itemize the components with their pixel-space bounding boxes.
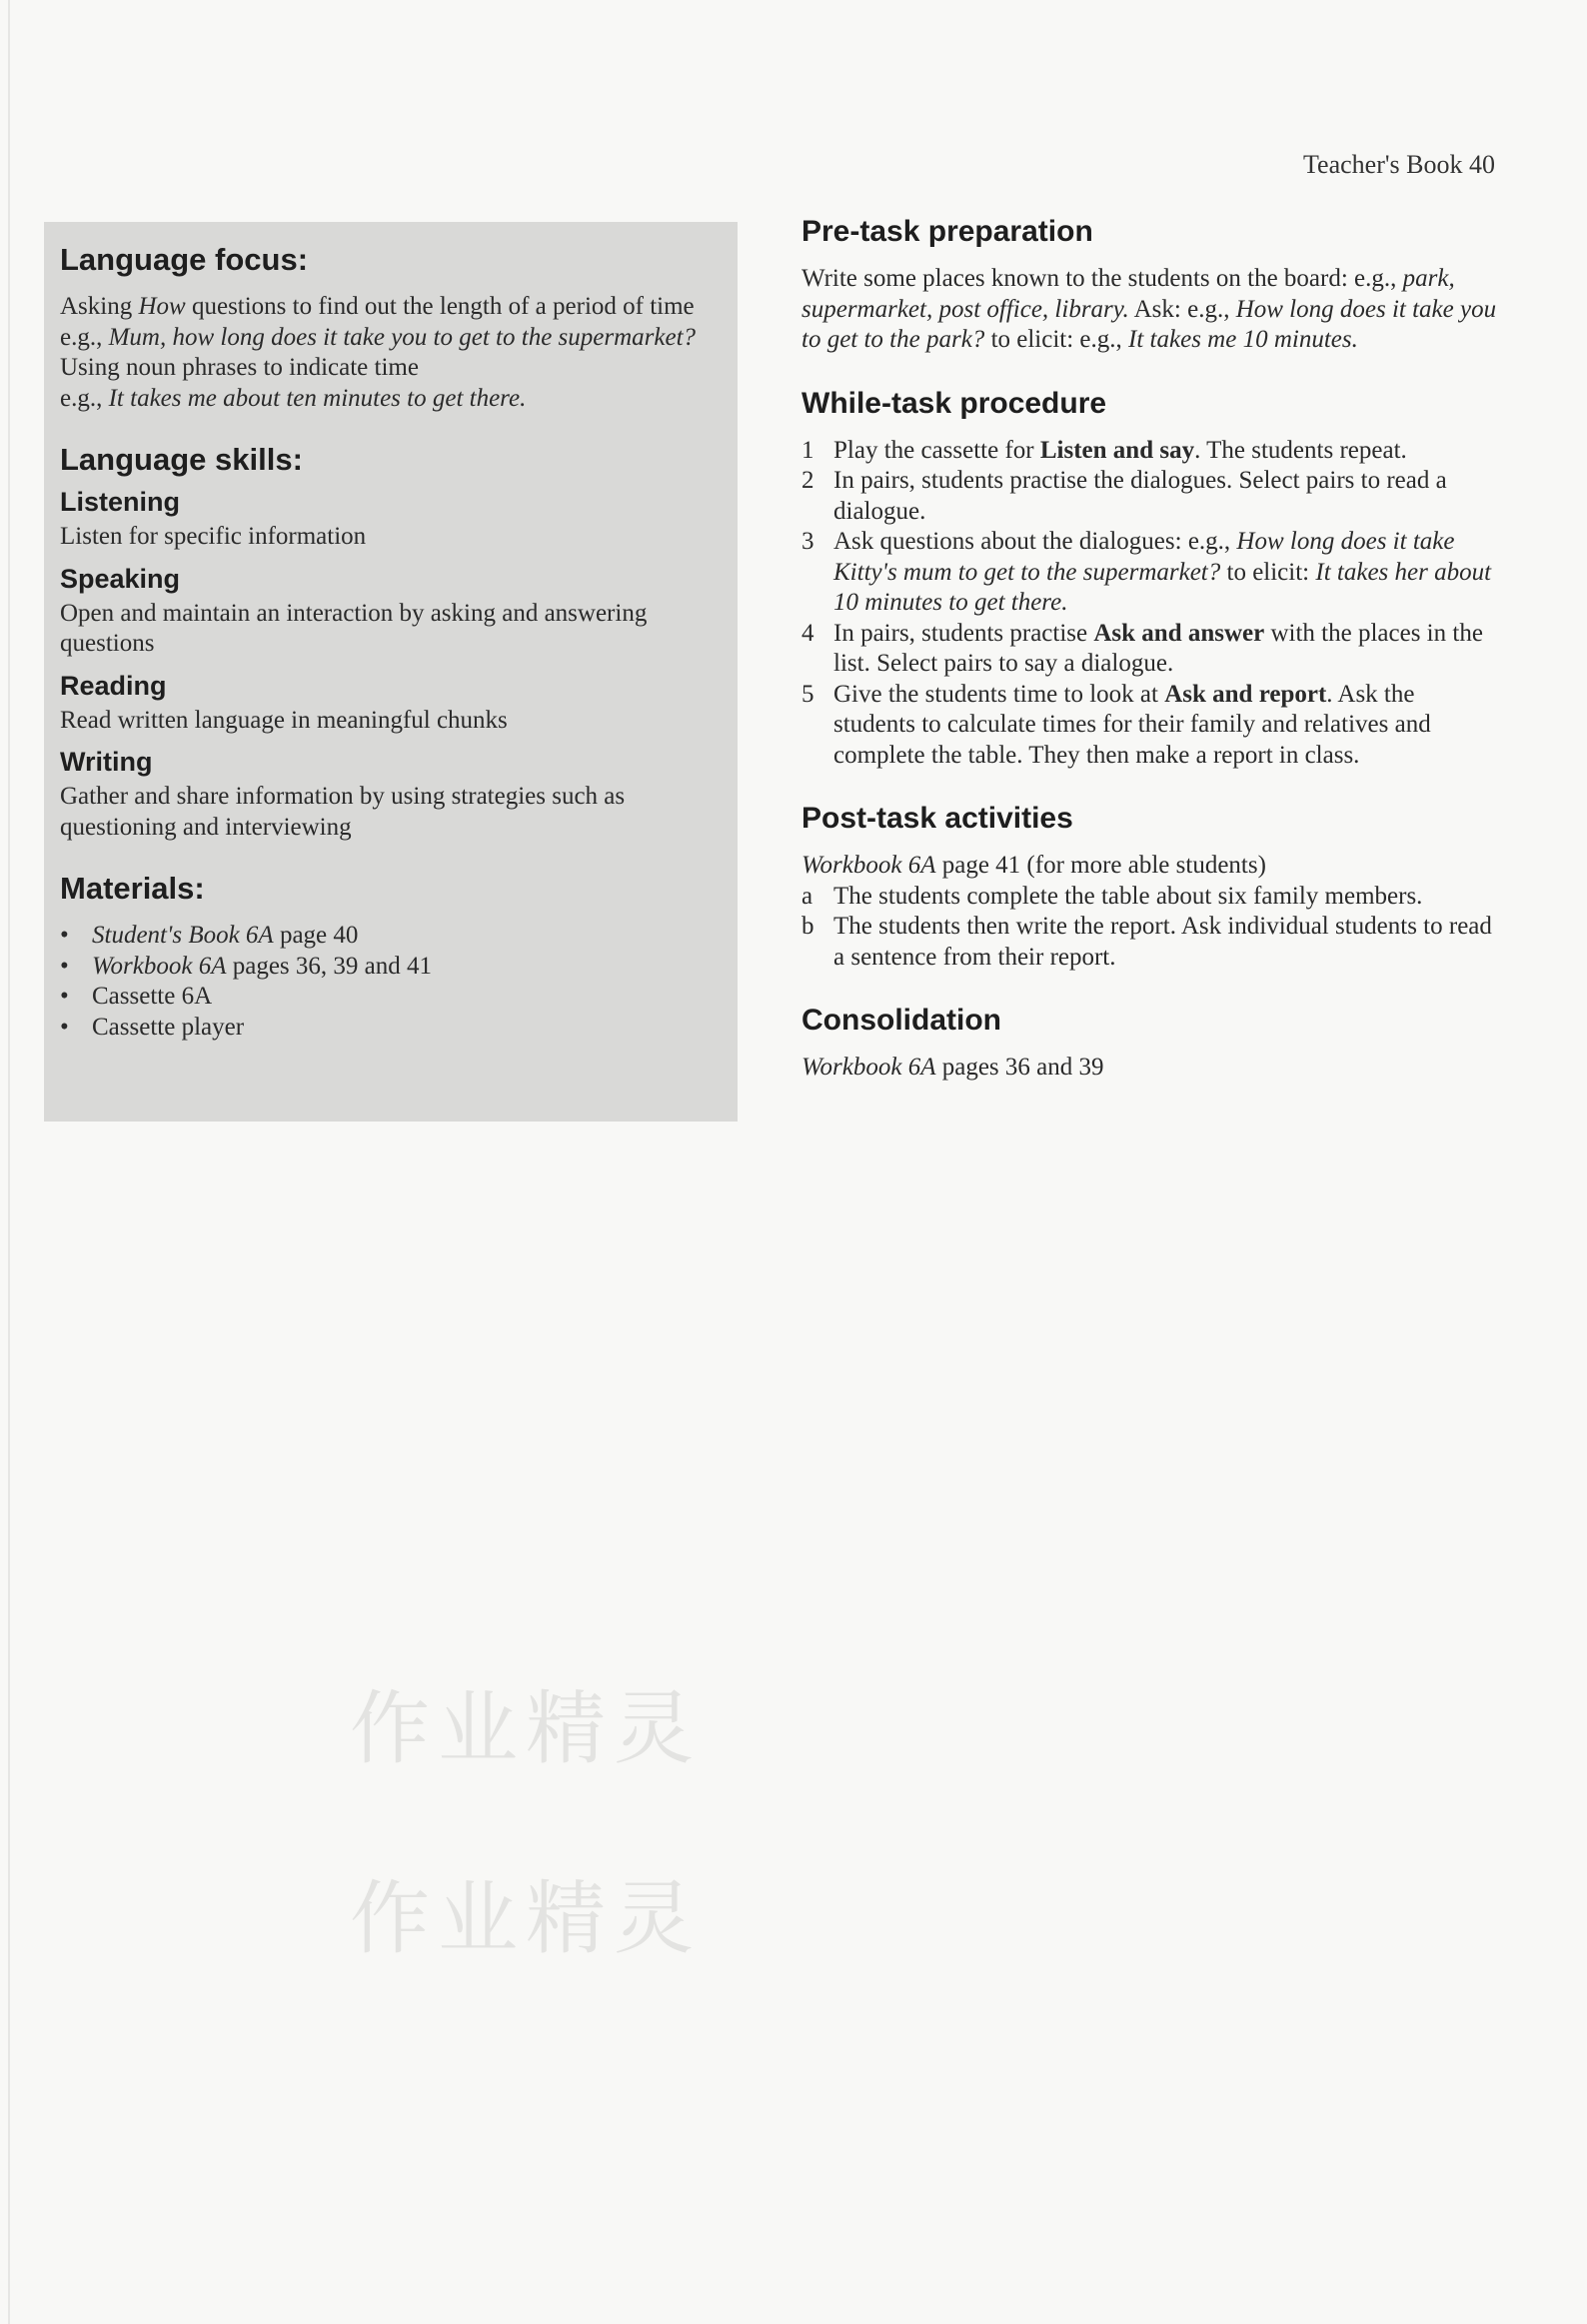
language-focus-example1 [60, 323, 722, 354]
language-focus-example2 [60, 384, 722, 415]
language-skills-heading: Language skills: [60, 442, 303, 477]
list-item [801, 680, 1501, 772]
text: to elicit: [1220, 558, 1316, 586]
text: with the places in the list. Select pairs to say a dialogue. [833, 619, 1483, 677]
step-number: 1 [801, 436, 814, 464]
text: to elicit: e.g., [984, 326, 1129, 353]
text-em: It takes her about 10 minutes to get there. [833, 558, 1492, 616]
text: Play the cassette for [833, 436, 1040, 464]
text: questions to find out the length of a period of time [185, 293, 695, 320]
speaking-text: Open and maintain an interaction by asking and answering questions [60, 599, 648, 657]
text: Give the students time to look at [833, 680, 1165, 708]
while-task-steps [801, 436, 1501, 772]
while-task-heading: While-task procedure [801, 386, 1107, 420]
item-text: The students then write the report. Ask individual students to read a sentence from their report. [833, 913, 1492, 971]
listening-heading: Listening [60, 487, 180, 517]
materials-heading: Materials: [60, 871, 205, 906]
step-text: In pairs, students practise the dialogues. Select pairs to read a dialogue. [833, 467, 1447, 525]
watermark: 作业精灵 [350, 1872, 702, 1965]
list-item [801, 436, 1501, 467]
text: Write some places known to the students on the board: e.g., [801, 265, 1403, 292]
running-head: Teacher's Book 40 [1302, 150, 1495, 179]
writing-text: Gather and share information by using strategies such as questioning and interviewing [60, 783, 626, 841]
lesson-overview-box [44, 222, 738, 1122]
consolidation-text [801, 1053, 1501, 1084]
list-item [801, 527, 1501, 619]
text: page 40 [273, 922, 359, 949]
list-item [801, 619, 1501, 680]
step-number: 2 [801, 467, 814, 494]
text-em: How long does it take Kitty's mum to get to the supermarket? [833, 528, 1455, 586]
step-text [833, 619, 1501, 680]
text-bold: Ask and report [1164, 680, 1327, 708]
procedure-column [801, 212, 1501, 1084]
pre-task-heading: Pre-task preparation [801, 215, 1093, 248]
reading-heading: Reading [60, 670, 167, 701]
list-item [801, 466, 1501, 527]
text: Ask questions about the dialogues: e.g., [833, 528, 1237, 555]
text: e.g., [60, 384, 109, 412]
text-em: Workbook 6A [92, 952, 227, 980]
list-item [60, 982, 722, 1013]
post-task-intro [801, 851, 1501, 882]
speaking-heading: Speaking [60, 563, 181, 594]
text-bold: Listen and say [1039, 436, 1195, 464]
post-task-list [801, 882, 1501, 974]
text-em: It takes me 10 minutes. [1128, 326, 1358, 353]
listening-text: Listen for specific information [60, 523, 367, 550]
text: Cassette player [92, 1013, 245, 1041]
text: pages 36 and 39 [935, 1054, 1104, 1081]
list-item [801, 882, 1501, 913]
list-item [60, 921, 722, 952]
step-text [833, 680, 1501, 772]
page-edge [8, 0, 10, 2324]
writing-heading: Writing [60, 747, 153, 777]
reading-text: Read written language in meaningful chunks [60, 706, 508, 734]
text-em: Workbook 6A [801, 852, 936, 879]
list-item [801, 912, 1501, 973]
text: Asking [60, 293, 139, 320]
item-letter: b [801, 913, 814, 940]
text-em: How [138, 293, 186, 320]
text: . Ask the students to calculate times for their family and relatives and complete the table. They then make a report in class. [833, 680, 1431, 769]
text-em: How long does it take you to get to the park? [801, 295, 1497, 353]
text-em: park, supermarket, post office, library. [801, 265, 1455, 323]
step-number: 5 [801, 680, 814, 708]
language-focus-line1 [60, 292, 722, 323]
text-em: Workbook 6A [801, 1054, 936, 1081]
item-letter: a [801, 882, 813, 910]
step-number: 4 [801, 619, 814, 647]
item-text: The students complete the table about six family members. [833, 882, 1423, 910]
text-em: It takes me about ten minutes to get there. [108, 384, 527, 412]
post-task-heading: Post-task activities [801, 802, 1073, 835]
text: . The students repeat. [1194, 436, 1407, 464]
list-item [60, 952, 722, 983]
materials-list [60, 921, 722, 1043]
language-focus-heading: Language focus: [60, 242, 309, 277]
pre-task-text [801, 264, 1501, 356]
text: e.g., [60, 323, 109, 351]
text: In pairs, students practise [833, 619, 1094, 647]
text: page 41 (for more able students) [935, 852, 1266, 879]
text: pages 36, 39 and 41 [226, 952, 433, 980]
consolidation-heading: Consolidation [801, 1004, 1001, 1037]
language-focus-line2: Using noun phrases to indicate time [60, 354, 419, 381]
text: Ask: e.g., [1128, 295, 1236, 323]
step-text [833, 527, 1501, 619]
step-text [833, 436, 1501, 467]
text-bold: Ask and answer [1093, 619, 1265, 647]
text-em: Mum, how long does it take you to get to the supermarket? [108, 323, 697, 351]
watermark: 作业精灵 [350, 1682, 702, 1775]
list-item [60, 1013, 722, 1044]
step-number: 3 [801, 528, 814, 555]
text-em: Student's Book 6A [92, 922, 274, 949]
text: Cassette 6A [92, 983, 213, 1010]
